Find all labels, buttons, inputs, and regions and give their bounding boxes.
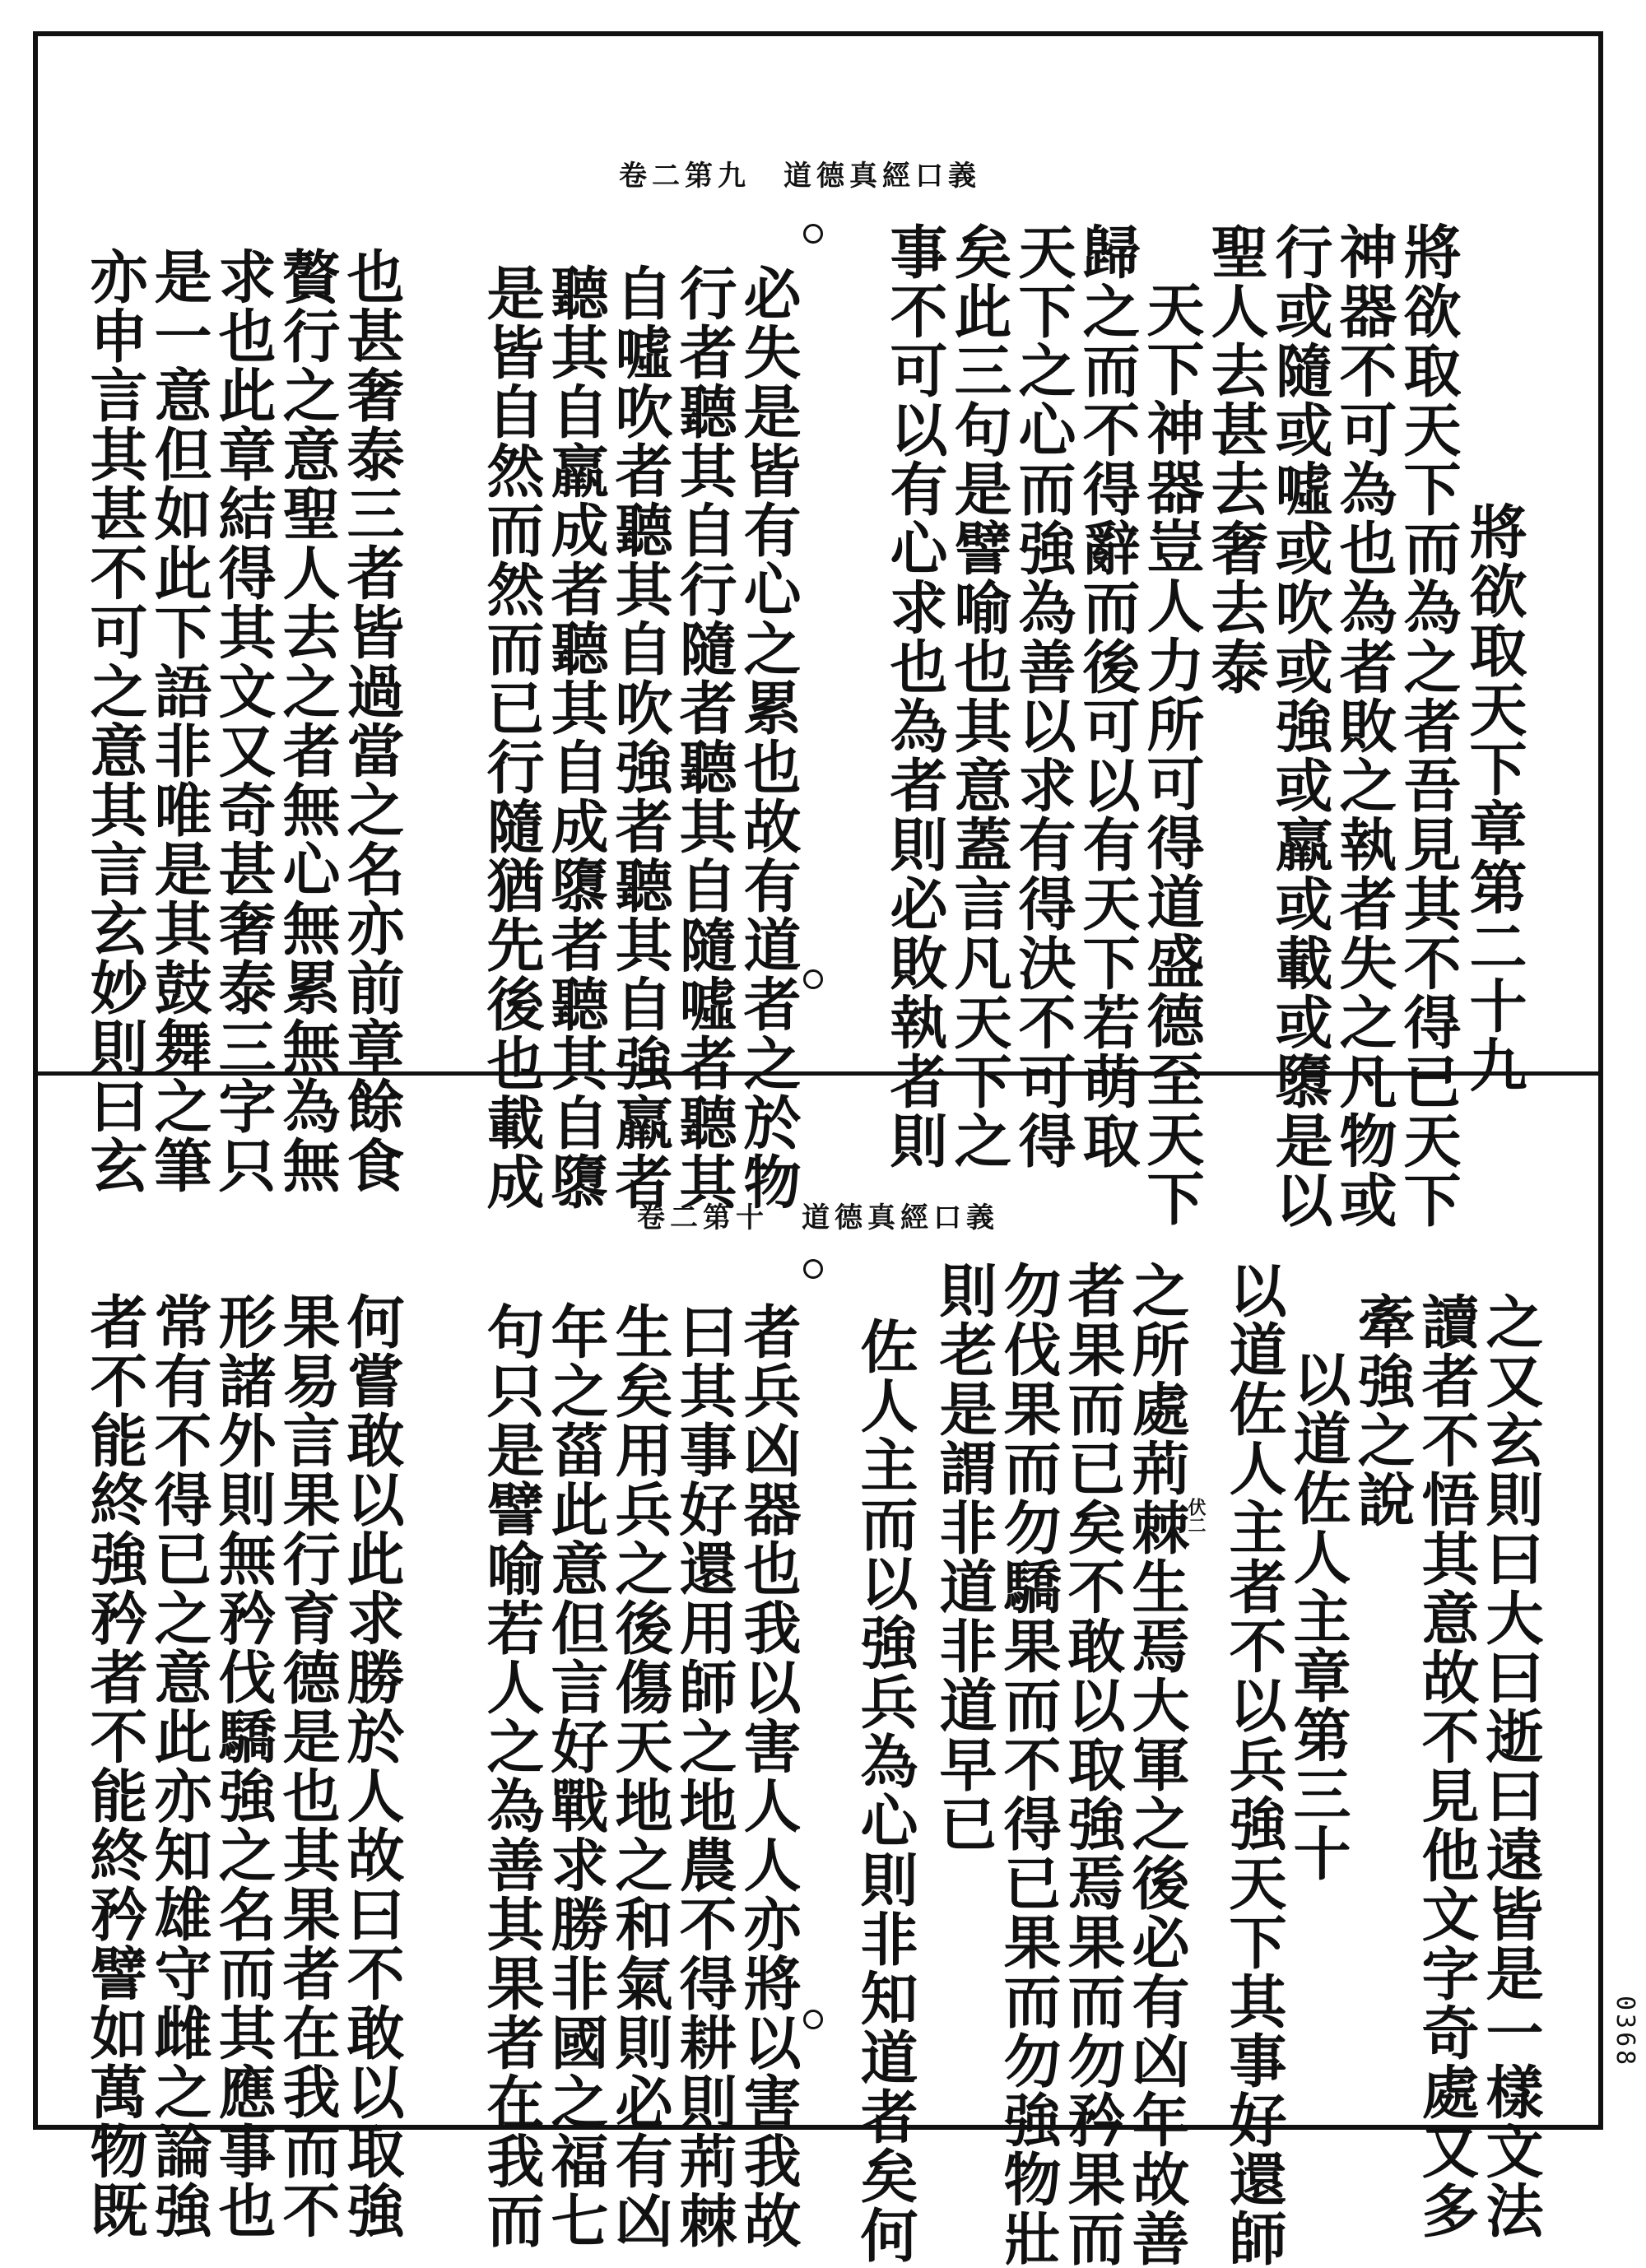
top-col: 聽其自羸成者聽其自成隳者聽其自隳 <box>542 263 610 1211</box>
bottom-col: 句只是譬喻若人之為善其果者在我而 <box>477 1302 546 2250</box>
top-header-juan: 卷二第九 <box>619 160 751 193</box>
top-col: 事不可以有心求也為者則必敗執者則 <box>881 222 949 1170</box>
bottom-col: 則老是謂非道非道早已 <box>930 1261 998 1853</box>
bottom-col: 讀者不悟其意故不見他文字奇處又多 <box>1412 1292 1481 2240</box>
top-col: 求也此章結得其文又奇甚奢泰三字只 <box>209 247 277 1195</box>
top-col: 亦申言其甚不可之意其言玄妙則曰玄 <box>81 247 149 1195</box>
bottom-col-title: 以道佐人主章第三十 <box>1284 1350 1352 1883</box>
bottom-col: 曰其事好還用師之地農不得耕則荊棘 <box>670 1302 738 2250</box>
top-col: 天下神器豈人力所可得道盛德至天下 <box>1137 280 1206 1228</box>
bottom-col: 之所處荊棘生焉大軍之後必有凶年故善 <box>1123 1261 1191 2268</box>
bottom-col: 勿伐果而勿驕果而不得已果而勿強物壯 <box>994 1261 1062 2268</box>
bottom-col: 果易言果行育德是也其果者在我而不 <box>273 1292 342 2240</box>
top-page-header <box>619 153 981 193</box>
top-circle-marker <box>803 224 823 244</box>
page-number: 0368 <box>1611 1996 1639 2069</box>
bottom-col: 佐人主而以強兵為心則非知道者矣何 <box>851 1317 919 2265</box>
top-col: 矣此三句是譬喻也其意蓋言凡天下之 <box>945 222 1013 1170</box>
bottom-page-header <box>637 1195 999 1235</box>
top-col: 行或隨或噓或吹或強或羸或載或隳是以 <box>1266 222 1334 1229</box>
bottom-col: 牽強之說 <box>1348 1292 1416 1529</box>
bottom-header-book: 道德真經口義 <box>802 1201 999 1234</box>
bottom-col: 者兵凶器也我以害人人亦將以害我故 <box>734 1302 802 2250</box>
top-col: 必失是皆有心之累也故有道者之於物 <box>734 263 802 1211</box>
bottom-header-juan: 卷二第十 <box>637 1201 769 1234</box>
bottom-col: 生矣用兵之後傷天地之和氣則必有凶 <box>606 1302 674 2250</box>
bottom-col: 形諸外則無矜伐驕強之名而其應事也 <box>209 1292 277 2240</box>
bottom-circle-marker <box>803 1259 823 1279</box>
top-col: 也甚奢泰三者皆過當之名亦前章餘食 <box>337 247 406 1195</box>
top-col: 贅行之意聖人去之者無心無累無為無 <box>273 247 342 1195</box>
bottom-col: 者果而已矣不敢以取強焉果而勿矜果而 <box>1058 1261 1127 2268</box>
top-header-book: 道德真經口義 <box>783 160 981 193</box>
bottom-col: 何嘗敢以此求勝於人故曰不敢以取強 <box>337 1292 406 2240</box>
bottom-col: 年之菑此意但言好戰求勝非國之福七 <box>542 1302 610 2250</box>
bottom-col: 者不能終強矜者不能終矜譬如萬物既 <box>81 1292 149 2240</box>
bottom-col: 之又玄則曰大曰逝曰遠皆是一樣文法 <box>1476 1292 1545 2240</box>
top-col: 是一意但如此下語非唯是其鼓舞之筆 <box>145 247 213 1195</box>
top-col-title: 將欲取天下章第二十九 <box>1460 502 1528 1094</box>
top-col: 天下之心而強為善以求有得決不可得 <box>1009 222 1077 1170</box>
top-col: 自噓吹者聽其自吹強者聽其自強羸者 <box>606 263 674 1211</box>
top-col: 聖人去甚去奢去泰 <box>1202 222 1270 696</box>
top-col: 是皆自然而然而已行隨猶先後也載成 <box>477 263 546 1211</box>
top-col: 行者聽其自行隨者聽其自隨噓者聽其 <box>670 263 738 1211</box>
top-col: 神器不可為也為者敗之執者失之凡物或 <box>1330 222 1398 1229</box>
bottom-small-note: 伏二 <box>1185 1498 1207 1534</box>
bottom-col: 常有不得已之意此亦知雄守雌之論強 <box>145 1292 213 2240</box>
bottom-col: 以道佐人主者不以兵強天下其事好還師 <box>1220 1261 1288 2268</box>
top-circle-marker-2 <box>803 969 823 989</box>
top-col: 將欲取天下而為之者吾見其不得已天下 <box>1394 222 1462 1229</box>
bottom-circle-marker-2 <box>803 2010 823 2029</box>
top-col: 歸之而不得辭而後可以有天下若萌取 <box>1073 222 1142 1170</box>
